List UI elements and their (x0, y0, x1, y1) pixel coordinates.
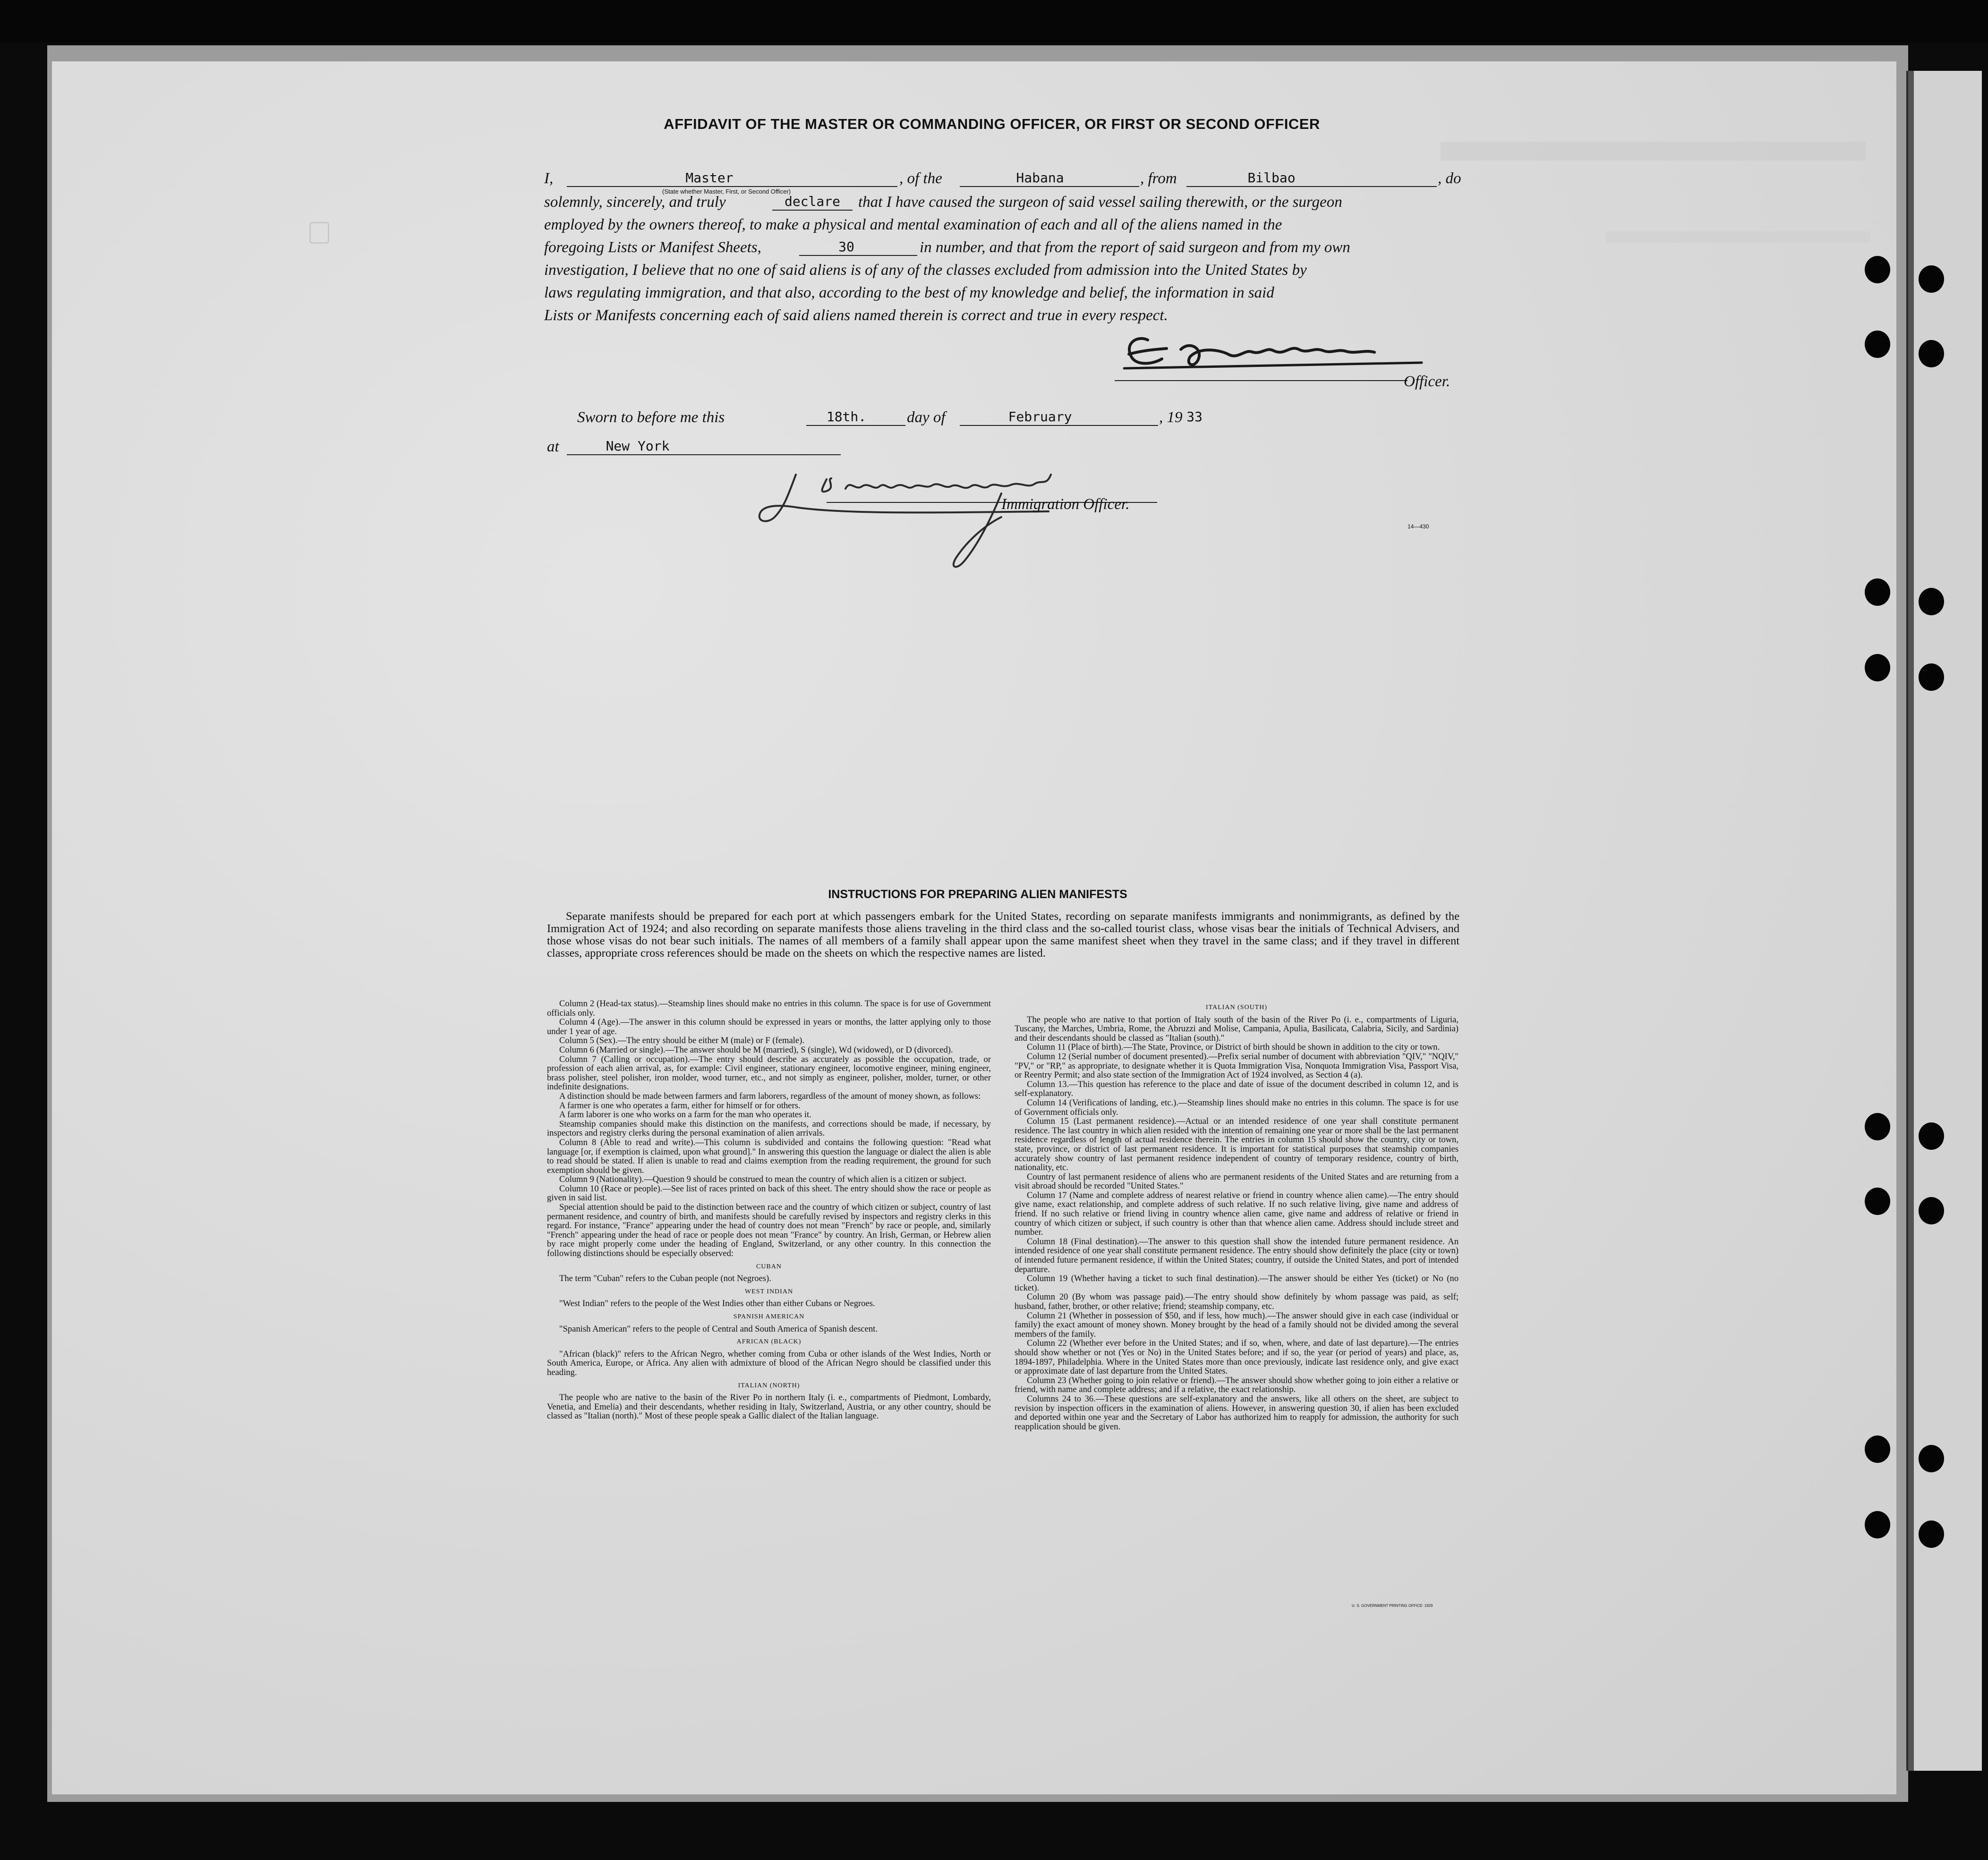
instruction-text: —The entry should show definitely by whom passage was paid, as self; husband, father, brother, or other relative; friend; steamship company, etc. (1015, 1292, 1459, 1311)
day-rule (806, 425, 905, 426)
instruction-paragraph (547, 1036, 991, 1045)
port-rule (1186, 186, 1437, 187)
place-field: New York (606, 438, 670, 454)
instruction-paragraph (547, 999, 991, 1018)
section-heading: ITALIAN (NORTH) (738, 1382, 800, 1389)
instruction-paragraph (1015, 1172, 1459, 1191)
binding-hole (1865, 1188, 1890, 1215)
instruction-paragraph (547, 1393, 991, 1421)
instruction-paragraph (1015, 1015, 1459, 1043)
instruction-paragraph (1015, 1191, 1459, 1237)
affidavit-title: AFFIDAVIT OF THE MASTER OR COMMANDING OFFICER, OR FIRST OR SECOND OFFICER (664, 116, 1320, 132)
printing-office-note: U. S. GOVERNMENT PRINTING OFFICE: 1929 (1352, 1604, 1433, 1608)
binding-hole (1919, 1520, 1944, 1548)
vessel-rule (960, 186, 1139, 187)
instruction-lead: Column 18 (Final destination). (1027, 1236, 1140, 1247)
instruction-text: "Spanish American" refers to the people of Central and South America of Spanish descent. (559, 1324, 878, 1334)
instructions-intro: Separate manifests should be prepared for each port at which passengers embark for the United States, recording on separate manifests immigrants and nonimmigrants, as defined by the Immigration Act of 1924; and also recording on separate manifests those aliens traveling in the third class and the so-called tourist class, whose visas bear the initials of Technical Advisers, and those whose visas do not bear such initials. The names of all members of a family shall appear upon the same manifest sheet when they travel in the same class; and if they travel in different classes, appropriate cross references should be made on the sheets on which the respective names are listed. (547, 910, 1459, 960)
rank-caption: (State whether Master, First, or Second Officer) (662, 188, 791, 195)
rank-field: Master (685, 170, 734, 186)
instruction-text: —Question 9 should be construed to mean the country of which alien is a citizen or subject. (644, 1174, 967, 1185)
officer-label: Officer. (1404, 373, 1450, 390)
bleed-through-band (1441, 142, 1866, 161)
instruction-lead: Column 6 (Married or single). (559, 1045, 666, 1055)
instruction-paragraph (547, 1110, 991, 1120)
officer-signature-rule (1115, 380, 1408, 381)
instruction-paragraph (1015, 1043, 1459, 1052)
instruction-paragraph (547, 1055, 991, 1092)
instruction-paragraph (547, 1175, 991, 1184)
instruction-paragraph (547, 1299, 991, 1308)
binding-hole (1919, 663, 1944, 691)
instruction-lead: Column 2 (Head-tax status). (559, 999, 659, 1009)
instruction-lead: Column 22 (Whether ever before in the United States; and if so, when, where, and date of last departure). (1027, 1338, 1410, 1349)
instruction-text: —Steamship lines should make no entries in this column. The space is for use of Government officials only. (1015, 1097, 1459, 1117)
instruction-text: "West Indian" refers to the people of the West Indies other than either Cubans or Negroes. (559, 1299, 875, 1309)
sheets-field: 30 (838, 239, 854, 255)
instruction-text: Steamship companies should make this distinction on the manifests, and corrections should be made, if necessary, by inspectors and registry clerks during the personal examination of alien arrivals. (547, 1119, 991, 1138)
instruction-text: —Steamship lines should make no entries in this column. The space is for use of Government officials only. (547, 999, 991, 1018)
instruction-lead: Column 23 (Whether going to join relative or friend). (1027, 1375, 1217, 1385)
instruction-text: —These questions are self-explanatory and the answers, like all others on the sheet, are subject to revision by inspection officers in the examination of aliens. However, in answering question 30, if alien has been excluded and deported within one year and the Secretary of Labor has authorized him to reapply for admission, the authority for such reapplication should be given. (1015, 1393, 1459, 1432)
instruction-paragraph (547, 1325, 991, 1334)
binding-hole (1865, 1511, 1890, 1538)
binding-hole (1919, 1445, 1944, 1472)
instruction-text: —The answer should show whether going to join either a relative or friend, with name and complete address; and if a relative, the exact relationship. (1015, 1375, 1459, 1395)
binding-hole (1919, 1197, 1944, 1224)
instruction-paragraph (1015, 1311, 1459, 1339)
rank-rule (567, 186, 897, 187)
section-heading: CUBAN (756, 1263, 782, 1270)
instruction-text: —The entry should give name, exact relationship, and complete address of such relative. If no such relative living, give name and address of friend. If no such relative or friend living in country whence alien came, give name and address of relative or friend in country of which citizen or subject, if such country is other than that whence alien came. Address should include street and number. (1015, 1190, 1459, 1238)
of-the-text: , of the (899, 170, 942, 187)
do-text: , do (1438, 170, 1461, 187)
instruction-lead: Column 10 (Race or people). (559, 1183, 663, 1194)
bleed-through-band (1606, 231, 1870, 243)
binding-hole (1865, 1113, 1890, 1140)
instruction-text: —This question has reference to the place and date of issue of the document described in column 12, and is self-explanatory. (1015, 1079, 1459, 1099)
instruction-lead: Column 19 (Whether having a ticket to such final destination). (1027, 1274, 1260, 1284)
declare-field: declare (784, 194, 840, 209)
affidavit-line-3: employed by the owners thereof, to make a physical and mental examination of each and all of the aliens named in the (544, 216, 1282, 233)
binding-hole (1919, 265, 1944, 293)
instruction-paragraph (547, 1274, 991, 1283)
instruction-paragraph (1015, 1080, 1459, 1098)
line-4-end: in number, and that from the report of said surgeon and from my own (920, 239, 1350, 256)
instruction-lead: Column 12 (Serial number of document presented). (1027, 1051, 1209, 1062)
immigration-officer-signature (756, 465, 1200, 574)
instruction-paragraph (547, 1138, 991, 1175)
binding-edge (1908, 71, 1914, 1771)
bleed-through-mark (309, 222, 329, 244)
binding-strip (1906, 71, 1982, 1771)
at-text: at (547, 438, 559, 455)
instruction-paragraph (1015, 1274, 1459, 1292)
instruction-paragraph (547, 1184, 991, 1203)
binding-hole (1865, 331, 1890, 358)
instruction-paragraph (1015, 1376, 1459, 1394)
line-4-start: foregoing Lists or Manifest Sheets, (544, 239, 761, 256)
officer-signature (1110, 321, 1450, 387)
day-of-text: day of (907, 409, 946, 426)
instruction-lead: Column 11 (Place of birth). (1027, 1042, 1124, 1053)
instruction-lead: Column 8 (Able to read and write). (559, 1137, 696, 1147)
instruction-paragraph (1015, 1098, 1459, 1117)
instruction-paragraph (547, 1018, 991, 1036)
instruction-paragraph (1015, 1237, 1459, 1274)
affidavit-line-5: investigation, I believe that no one of said aliens is of any of the classes excluded from admission into the United States by (544, 262, 1307, 279)
instruction-text: Special attention should be paid to the distinction between race and the country of which citizen or subject, country of last permanent residence, and country of birth, and manifests should be carefully revised by inspectors and registry clerks in this regard. For instance, "France" appearing under the head of country does not mean "French" by race or people, and, similarly "French" appearing under the head of race or people does not mean "France" by country. An Irish, German, or Hebrew alien by race might properly come under the heading of England, Switzerland, or any other country. In this connection the following distinctions should be especially observed: (547, 1202, 991, 1259)
affidavit-line-7: Lists or Manifests concerning each of said aliens named therein is correct and true in every respect. (544, 307, 1168, 324)
instruction-lead: Column 4 (Age). (559, 1017, 621, 1028)
instruction-paragraph (1015, 1117, 1459, 1172)
instruction-paragraph (1015, 1394, 1459, 1431)
instruction-text: —The answer to this question shall show the intended future permanent residence. An intended residence of one year shall constitute permanent residence. The entry should show definitely the place (city or town) of intended future permanent residence, if within the United States; country, if outside the United States, and port of intended departure. (1015, 1236, 1459, 1274)
binding-hole (1865, 654, 1890, 681)
binding-hole (1919, 340, 1944, 367)
immigration-officer-label: Immigration Officer. (1001, 496, 1130, 513)
instruction-text: —The State, Province, or District of birth should be shown in addition to the city or town. (1123, 1042, 1440, 1053)
instruction-text: A farmer is one who operates a farm, either for himself or for others. (559, 1100, 801, 1111)
instruction-lead: Column 5 (Sex). (559, 1036, 618, 1046)
affidavit-line-6: laws regulating immigration, and that also, according to the best of my knowledge and belief, the information in said (544, 284, 1274, 301)
instruction-text: —The entry should describe as accurately as possible the occupation, trade, or profession of each alien arrival, as, for example: Civil engineer, stationary engineer, locomotive engineer, mining engineer, brass polisher, steel polisher, iron molder, wood turner, etc., and not simply as engineer, polisher, molder, turner, or other indefinite designations. (547, 1054, 991, 1092)
instruction-text: —Actual or an intended residence of one year shall constitute permanent residence. The last country in which alien resided with the intention of remaining one year or more shall be the last permanent residence regardless of length of actual residence therein. The entries in column 15 should show the country, city or town, state, province, or district of last permanent residence. It is important for statistical purposes that steamship companies accurately show country of last permanent residence independent of country of temporary residence, country of birth, nationality, etc. (1015, 1116, 1459, 1173)
instruction-text: —The answer should give in each case (individual or family) the exact amount of money shown. Money brought by the head of a family should not be divided among the several members of the family. (1015, 1310, 1459, 1339)
instruction-paragraph (547, 1092, 991, 1101)
section-heading: ITALIAN (SOUTH) (1205, 1004, 1268, 1011)
instruction-text: —Prefix serial number of document with abbreviation "QIV," "NQIV," "PV," or "RP," as appropriate, to designate whether it is Quota Immigration Visa, Nonquota Immigration Visa, Passport Visa, or Reentry Permit; and also state section of the Immigration Act of 1924 involved, as Section 4 (a). (1015, 1051, 1459, 1080)
instruction-text: Country of last permanent residence of aliens who are permanent residents of the United States and are returning from a visit abroad should be recorded "United States." (1015, 1172, 1459, 1191)
instructions-left-column (547, 999, 991, 1421)
instruction-paragraph (1015, 1292, 1459, 1311)
instruction-lead: Column 7 (Calling or occupation). (559, 1054, 690, 1064)
vessel-field: Habana (1016, 170, 1064, 186)
binding-hole (1865, 256, 1890, 283)
year-field: 33 (1186, 409, 1203, 425)
month-rule (960, 425, 1158, 426)
instruction-text: The people who are native to the basin of the River Po in northern Italy (i. e., compartments of Piedmont, Lombardy, Venetia, and Emelia) and their descendants, whether residing in Italy, Switzerland, Austria, or any other country, should be classed as "Italian (north)." Most of these people speak a Gallic dialect of the Italian language. (547, 1393, 991, 1421)
instruction-paragraph (547, 1045, 991, 1055)
year-prefix: , 19 (1159, 409, 1183, 426)
binding-hole (1865, 1435, 1890, 1463)
instruction-text: —This column is subdivided and contains the following question: "Read what language [or, if exemption is claimed, upon what ground]." In answering this question the language or dialect the alien is able to read should be stated. If alien is unable to read and claims exemption from the reading requirement, the ground for such exemption should be given. (547, 1137, 991, 1175)
day-field: 18th. (826, 409, 867, 425)
instruction-paragraph (547, 1120, 991, 1138)
port-field: Bilbao (1247, 170, 1296, 186)
instruction-text: —The answer in this column should be expressed in years or months, the latter applying only to those under 1 year of age. (547, 1017, 991, 1036)
instruction-text: The term "Cuban" refers to the Cuban people (not Negroes). (559, 1274, 771, 1284)
form-number: 14—430 (1408, 523, 1429, 530)
instruction-paragraph (547, 1203, 991, 1258)
section-heading: SPANISH AMERICAN (733, 1313, 805, 1320)
instruction-text: —See list of races printed on back of this sheet. The entry should show the race or people as given in said list. (547, 1183, 991, 1203)
affidavit-i: I, (544, 170, 554, 187)
instruction-text: —The answer should be either Yes (ticket) or No (no ticket). (1015, 1274, 1459, 1293)
month-field: February (1008, 409, 1072, 425)
instruction-lead: Columns 24 to 36. (1027, 1393, 1096, 1404)
instructions-right-column (1015, 999, 1459, 1431)
from-text: , from (1140, 170, 1177, 187)
binding-hole (1865, 578, 1890, 606)
binding-hole (1919, 1122, 1944, 1150)
place-rule (567, 454, 841, 455)
section-heading: AFRICAN (BLACK) (736, 1338, 802, 1346)
instruction-lead: Column 15 (Last permanent residence). (1027, 1116, 1177, 1127)
sheets-rule (799, 255, 917, 256)
instruction-text: —The answer should be M (married), S (single), Wd (widowed), or D (divorced). (665, 1045, 953, 1055)
instruction-paragraph (1015, 1339, 1459, 1376)
instruction-paragraph (1015, 1052, 1459, 1080)
line-2-start: solemnly, sincerely, and truly (544, 194, 726, 211)
sworn-text: Sworn to before me this (577, 409, 725, 426)
instruction-lead: Column 21 (Whether in possession of $50, and if less, how much). (1027, 1310, 1267, 1321)
instruction-text: —The entry should be either M (male) or F (female). (617, 1036, 804, 1046)
instruction-lead: Column 9 (Nationality). (559, 1174, 644, 1185)
binding-hole (1919, 588, 1944, 615)
instruction-lead: Column 14 (Verifications of landing, etc.). (1027, 1097, 1178, 1108)
instruction-paragraph (547, 1101, 991, 1111)
instruction-text: "African (black)" refers to the African Negro, whether coming from Cuba or other islands of the West Indies, North or South America, Europe, or Africa. Any alien with admixture of blood of the African Negro should be classified under this heading. (547, 1349, 991, 1377)
line-2-end: that I have caused the surgeon of said vessel sailing therewith, or the surgeon (858, 194, 1342, 211)
section-heading: WEST INDIAN (744, 1288, 793, 1295)
film-border-top (0, 0, 1988, 42)
instruction-lead: Column 17 (Name and complete address of nearest relative or friend in country whence alien came). (1027, 1190, 1389, 1200)
instruction-text: A distinction should be made between farmers and farm laborers, regardless of the amount of money shown, as follows: (559, 1091, 981, 1101)
instruction-text: The people who are native to that portion of Italy south of the basin of the River Po (i. e., compartments of Liguria, Tuscany, the Marches, Umbria, Rome, the Abruzzi and Molise, Campania, Apulia, Basilicata, Calabria, Sicily, and Sardinia) and their descendants should be classed as "Italian (south)." (1015, 1014, 1459, 1043)
declare-rule (772, 210, 853, 211)
instruction-lead: Column 20 (By whom was passage paid). (1027, 1292, 1186, 1302)
instruction-paragraph (547, 1350, 991, 1377)
instructions-title: INSTRUCTIONS FOR PREPARING ALIEN MANIFESTS (828, 888, 1127, 901)
instruction-lead: Column 13. (1027, 1079, 1069, 1089)
instruction-text: A farm laborer is one who works on a farm for the man who operates it. (559, 1110, 811, 1120)
instruction-text: —The entries should show whether or not (Yes or No) in the United States before; and if so, the year (or period of years) and place, as, 1894-1897, Philadelphia. Where in the United States more than once previously, indicate last residence only, and give exact or approximate date of last departure from the United States. (1015, 1338, 1459, 1376)
